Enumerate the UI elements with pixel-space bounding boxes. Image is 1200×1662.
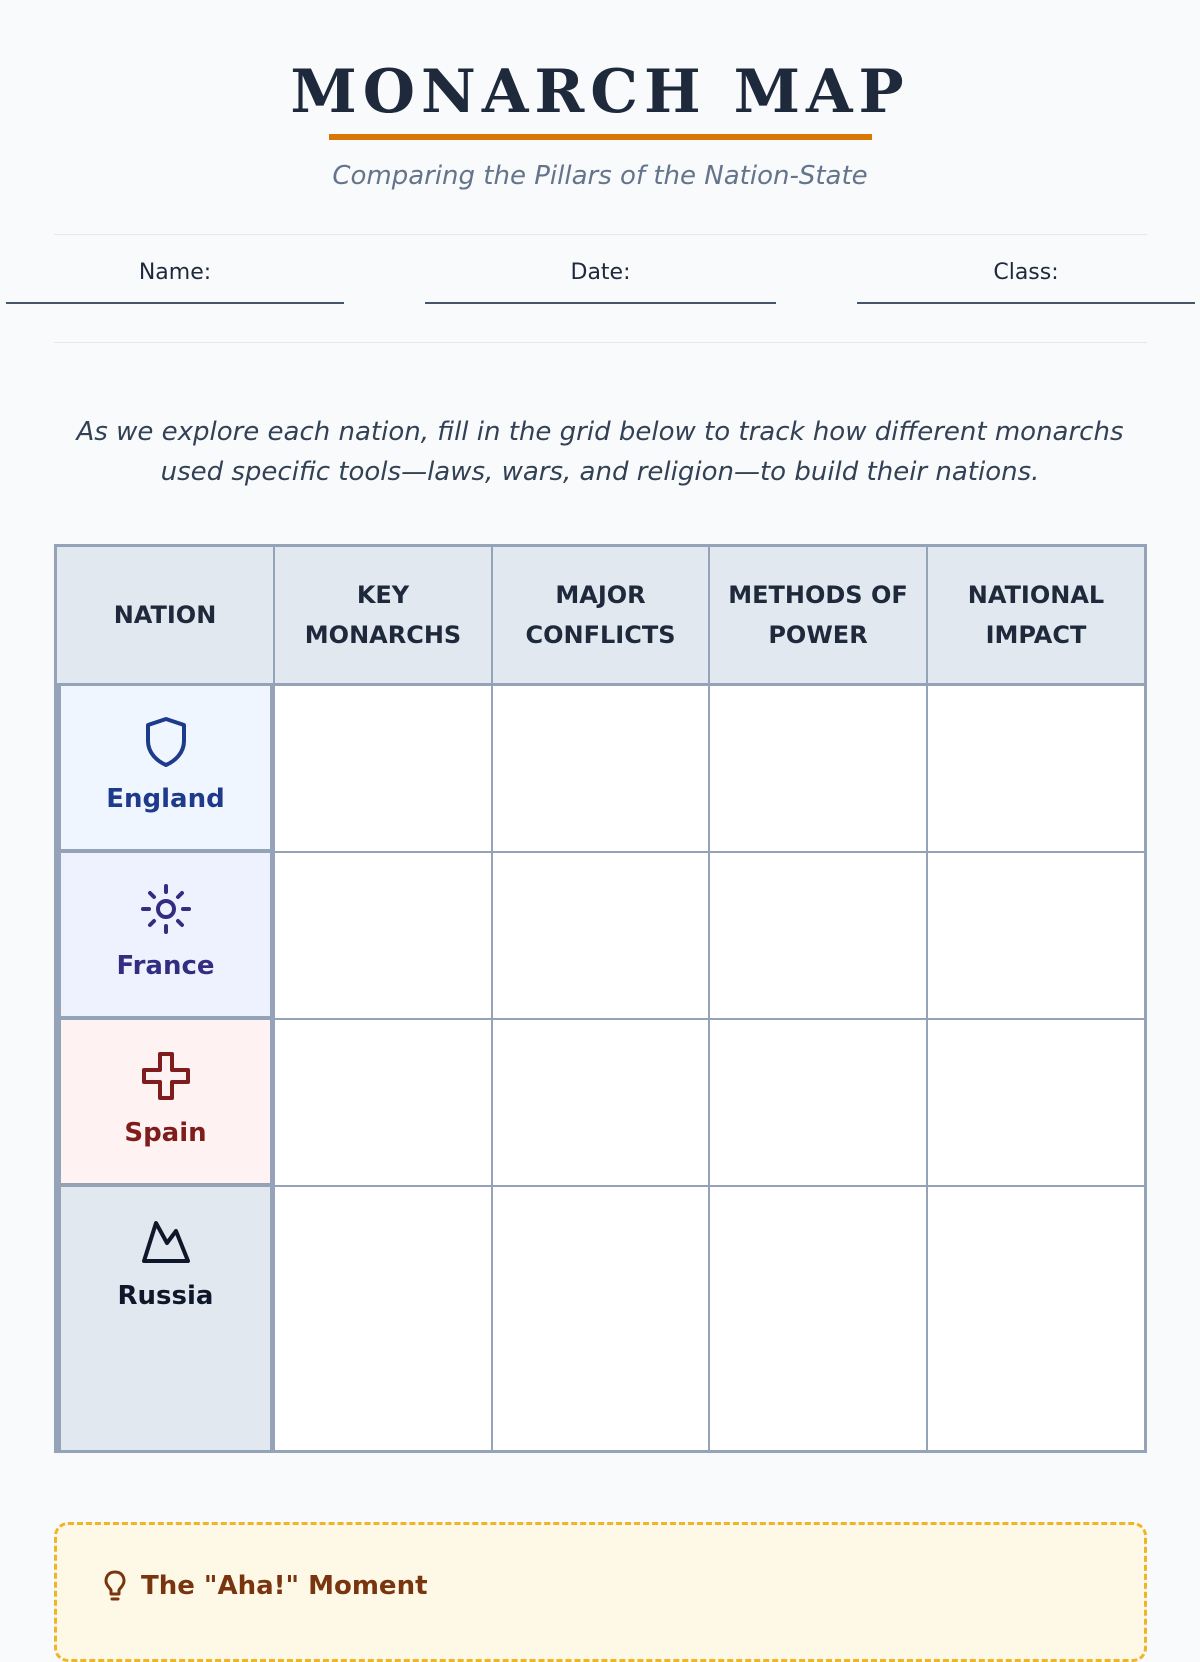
cross-icon [140, 1050, 192, 1102]
nation-cell-france [57, 853, 275, 1020]
info-bottom-divider [54, 342, 1147, 343]
aha-moment-title: The "Aha!" Moment [141, 1571, 428, 1601]
france-national-impact-cell[interactable] [928, 853, 1144, 1020]
spain-key-monarchs-cell[interactable] [275, 1020, 493, 1187]
shield-icon [143, 716, 189, 768]
class-label: Class: [993, 260, 1059, 285]
header-major-conflicts: MAJOR CONFLICTS [493, 547, 710, 686]
nation-cell-england [57, 686, 275, 853]
france-methods-of-power-cell[interactable] [710, 853, 928, 1020]
aha-moment-heading [103, 1569, 428, 1603]
spain-major-conflicts-cell[interactable] [493, 1020, 710, 1187]
sun-icon [140, 883, 192, 935]
france-key-monarchs-cell[interactable] [275, 853, 493, 1020]
name-field[interactable] [6, 258, 344, 304]
header-national-impact: NATIONAL IMPACT [928, 547, 1144, 686]
page-subtitle: Comparing the Pillars of the Nation-State [332, 161, 868, 191]
info-top-divider [54, 234, 1147, 235]
france-major-conflicts-cell[interactable] [493, 853, 710, 1020]
date-label: Date: [570, 260, 631, 285]
page-title: MONARCH MAP [290, 57, 910, 127]
name-label: Name: [138, 260, 212, 285]
nation-name-france: France [116, 951, 215, 981]
russia-key-monarchs-cell[interactable] [275, 1187, 493, 1450]
monarch-grid [54, 544, 1147, 1453]
date-field[interactable] [425, 258, 776, 304]
spain-national-impact-cell[interactable] [928, 1020, 1144, 1187]
nation-cell-spain [57, 1020, 275, 1187]
spain-methods-of-power-cell[interactable] [710, 1020, 928, 1187]
england-national-impact-cell[interactable] [928, 686, 1144, 853]
date-blank-line[interactable] [425, 302, 776, 304]
instructions-text: As we explore each nation, fill in the grid below to track how different monarchs used specific tools—laws, wars, and religion—to build their nations. [76, 417, 1124, 487]
nation-cell-russia [57, 1187, 275, 1450]
russia-national-impact-cell[interactable] [928, 1187, 1144, 1450]
name-blank-line[interactable] [6, 302, 344, 304]
header-methods-of-power: METHODS OF POWER [710, 547, 928, 686]
england-methods-of-power-cell[interactable] [710, 686, 928, 853]
class-field[interactable] [857, 258, 1195, 304]
class-blank-line[interactable] [857, 302, 1195, 304]
nation-name-russia: Russia [117, 1281, 214, 1311]
england-major-conflicts-cell[interactable] [493, 686, 710, 853]
england-key-monarchs-cell[interactable] [275, 686, 493, 853]
lightbulb-icon [103, 1569, 127, 1603]
nation-name-england: England [106, 784, 225, 814]
title-underline [329, 134, 872, 140]
mountain-icon [140, 1217, 192, 1265]
russia-major-conflicts-cell[interactable] [493, 1187, 710, 1450]
russia-methods-of-power-cell[interactable] [710, 1187, 928, 1450]
nation-name-spain: Spain [124, 1118, 207, 1148]
header-nation: NATION [57, 547, 275, 686]
aha-moment-box [54, 1522, 1147, 1662]
header-key-monarchs: KEY MONARCHS [275, 547, 493, 686]
